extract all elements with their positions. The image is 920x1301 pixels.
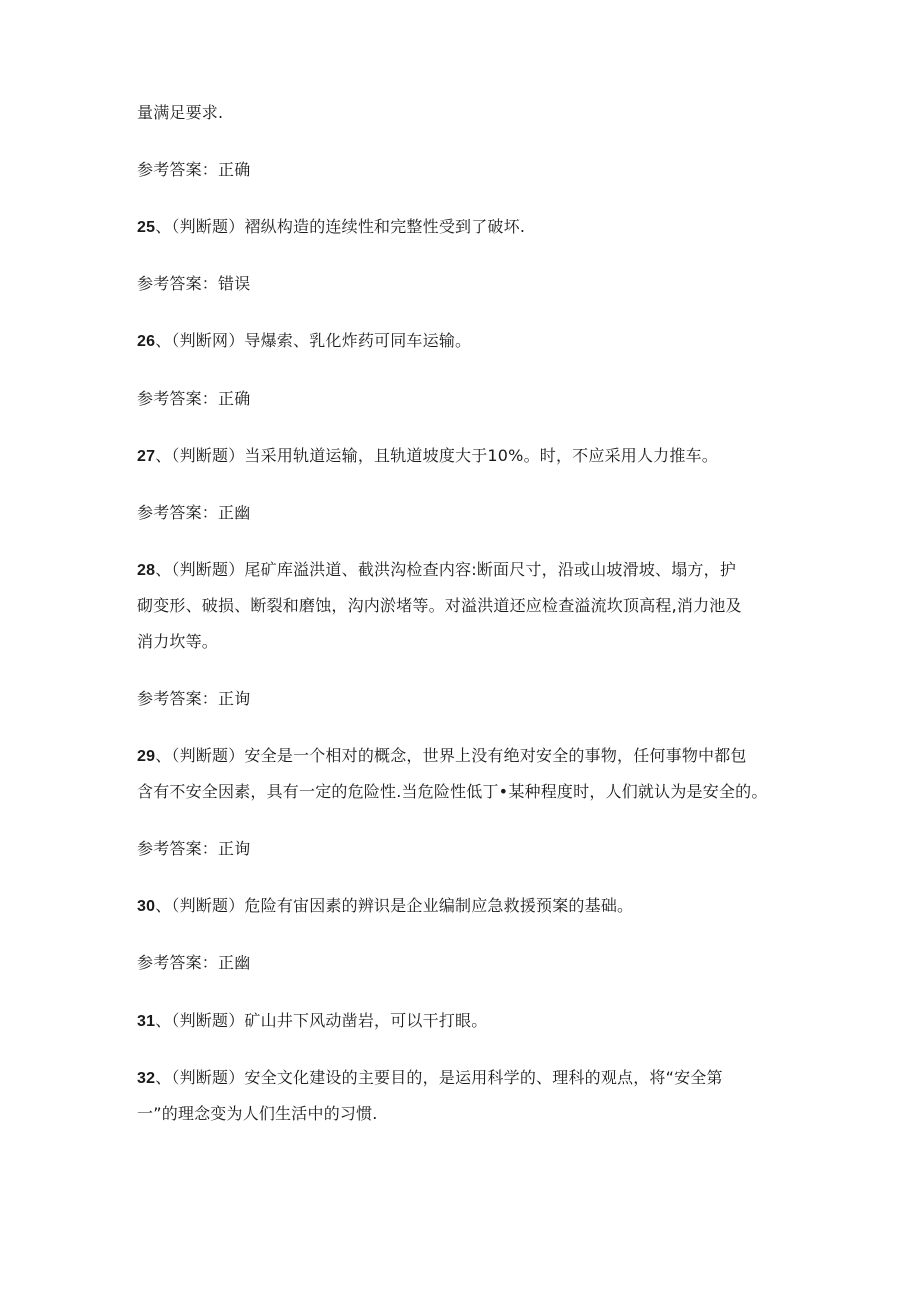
answer-line xyxy=(137,274,250,294)
question-text-continuation: 消力坎等。 xyxy=(137,632,219,651)
question-number: 27 xyxy=(137,448,156,465)
question-text: 安全文化建设的主要目的，是运用科学的、理科的观点，将“安全第 xyxy=(244,1068,723,1087)
question-type: （判断题） xyxy=(171,1068,245,1087)
continuation-text: 量满足要求. xyxy=(137,103,224,122)
question-type: （判断题） xyxy=(171,446,245,465)
question-25: 25、（判断题）褶纵构造的连续性和完整性受到了破坏. xyxy=(137,217,526,236)
answer-label: 参考答案： xyxy=(137,274,219,293)
answer-line xyxy=(137,953,250,973)
answer-line xyxy=(137,389,250,409)
question-text: 尾矿库溢洪道、截洪沟检查内容:断面尺寸，沿或山坡滑坡、塌方，护 xyxy=(244,560,737,579)
question-28: 28、（判断题）尾矿库溢洪道、截洪沟检查内容:断面尺寸，沿或山坡滑坡、塌方，护 xyxy=(137,560,737,579)
question-number: 32 xyxy=(137,1070,156,1087)
answer-value: 正幽 xyxy=(218,953,251,972)
answer-label: 参考答案： xyxy=(137,953,219,972)
question-29: 29、（判断题）安全是一个相对的概念，世界上没有绝对安全的事物，任何事物中都包 xyxy=(137,746,747,765)
answer-label: 参考答案： xyxy=(137,503,219,522)
question-type: （判断题） xyxy=(171,896,245,915)
question-text: 褶纵构造的连续性和完整性受到了破坏. xyxy=(244,217,526,236)
answer-line xyxy=(137,503,250,523)
question-27: 27、（判断题）当采用轨道运输，且轨道坡度大于10%。时，不应采用人力推车。 xyxy=(137,446,718,465)
question-number: 29 xyxy=(137,748,156,765)
question-text-continuation: 含有不安全因素，具有一定的危险性.当危险性低丁•某种程度时，人们就认为是安全的。 xyxy=(137,782,768,801)
question-30: 30、（判断题）危险有宙因素的辨识是企业编制应急救援预案的基础。 xyxy=(137,896,634,915)
question-type: （判断题） xyxy=(171,560,245,579)
question-32: 32、（判断题）安全文化建设的主要目的，是运用科学的、理科的观点，将“安全第 xyxy=(137,1068,723,1087)
answer-label: 参考答案： xyxy=(137,839,219,858)
answer-label: 参考答案： xyxy=(137,689,219,708)
answer-value: 正幽 xyxy=(218,503,251,522)
answer-line xyxy=(137,839,250,859)
answer-label: 参考答案： xyxy=(137,389,219,408)
answer-label: 参考答案： xyxy=(137,160,219,179)
answer-line xyxy=(137,160,250,180)
question-31: 31、（判断题）矿山井下风动凿岩，可以干打眼。 xyxy=(137,1011,488,1030)
question-number: 28 xyxy=(137,562,156,579)
question-text: 当采用轨道运输，且轨道坡度大于10%。时，不应采用人力推车。 xyxy=(244,446,718,465)
question-type: （判断题） xyxy=(171,217,245,236)
question-type: （判断题） xyxy=(171,746,245,765)
question-26: 26、（判断网）导爆索、乳化炸药可同车运输。 xyxy=(137,331,472,350)
question-text-continuation: 一”的理念变为人们生活中的习惯. xyxy=(137,1104,378,1123)
answer-value: 正询 xyxy=(218,839,251,858)
question-text-continuation: 砌变形、破损、断裂和磨蚀，沟内淤堵等。对溢洪道还应检查溢流坎顶高程,消力池及 xyxy=(137,596,742,615)
question-number: 26 xyxy=(137,333,156,350)
answer-value: 正确 xyxy=(218,160,251,179)
question-text: 危险有宙因素的辨识是企业编制应急救援预案的基础。 xyxy=(244,896,634,915)
question-text: 导爆索、乳化炸药可同车运输。 xyxy=(244,331,472,350)
question-text: 安全是一个相对的概念，世界上没有绝对安全的事物，任何事物中都包 xyxy=(244,746,747,765)
question-number: 31 xyxy=(137,1013,156,1030)
answer-value: 正确 xyxy=(218,389,251,408)
question-number: 30 xyxy=(137,898,156,915)
answer-value: 错误 xyxy=(218,274,251,293)
question-number: 25 xyxy=(137,219,156,236)
answer-line xyxy=(137,689,250,709)
question-type: （判断题） xyxy=(171,1011,245,1030)
answer-value: 正询 xyxy=(218,689,251,708)
question-text: 矿山井下风动凿岩，可以干打眼。 xyxy=(244,1011,488,1030)
question-type: （判断网） xyxy=(171,331,245,350)
